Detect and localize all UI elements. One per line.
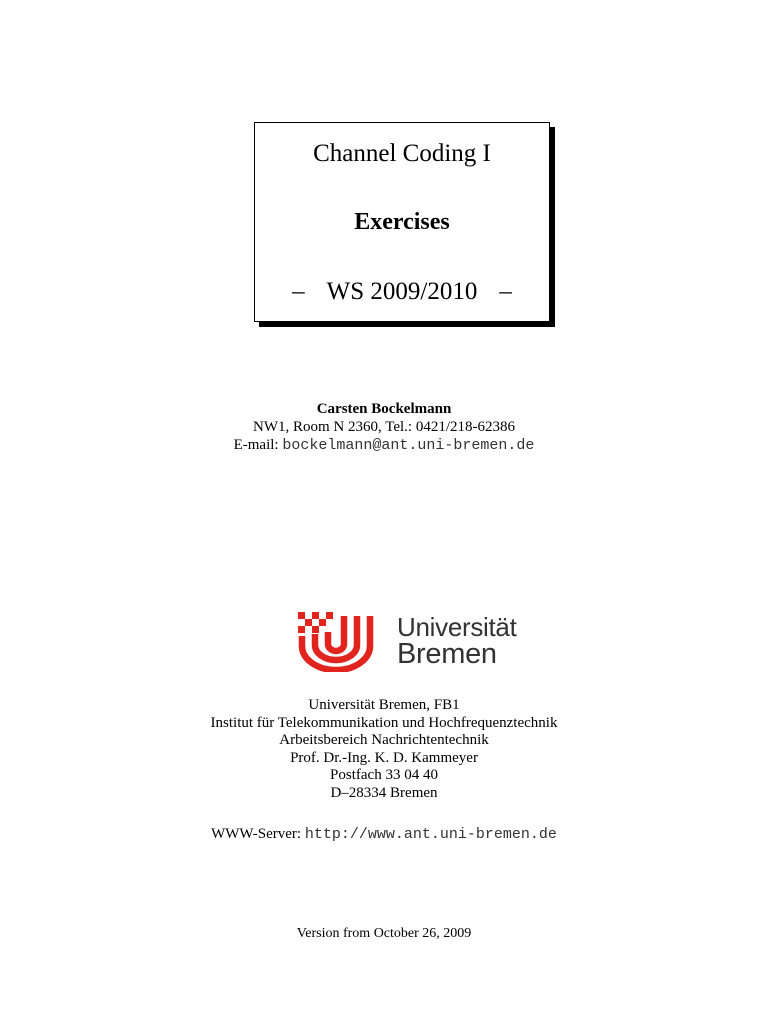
contact-name: Carsten Bockelmann — [316, 401, 452, 417]
address-line: Arbeitsbereich Nachrichtentechnik — [279, 732, 489, 749]
semester: WS 2009/2010 — [326, 278, 478, 305]
address-line: Postfach 33 04 40 — [330, 767, 438, 784]
dash-right: – — [499, 278, 512, 305]
university-emblem-icon — [298, 612, 390, 672]
address-line: Prof. Dr.-Ing. K. D. Kammeyer — [290, 749, 478, 766]
address-block — [0, 697, 768, 803]
logo-line-1: Universität — [397, 612, 517, 642]
www-label: WWW-Server: — [211, 826, 302, 842]
www-line — [0, 825, 768, 844]
email-link[interactable]: bockelmann@ant.uni-bremen.de — [282, 437, 535, 454]
contact-office: NW1, Room N 2360, Tel.: 0421/218-62386 — [253, 419, 515, 435]
contact-email-line — [0, 436, 768, 455]
university-logo — [298, 612, 518, 672]
title-box — [254, 122, 550, 322]
course-title: Channel Coding I — [313, 140, 491, 167]
contact-block — [0, 400, 768, 455]
address-line: D–28334 Bremen — [330, 784, 438, 801]
address-line: Institut für Telekommunikation und Hochfrequenztechnik — [210, 714, 558, 731]
www-link[interactable]: http://www.ant.uni-bremen.de — [304, 826, 557, 843]
semester-line — [255, 277, 549, 307]
address-line: Universität Bremen, FB1 — [308, 697, 460, 713]
email-label: E-mail: — [233, 437, 279, 453]
logo-line-2: Bremen — [397, 638, 497, 670]
dash-left: – — [292, 278, 305, 305]
version-note: Version from October 26, 2009 — [296, 926, 472, 941]
logo-wordmark — [397, 614, 517, 668]
document-subtitle: Exercises — [354, 209, 450, 235]
